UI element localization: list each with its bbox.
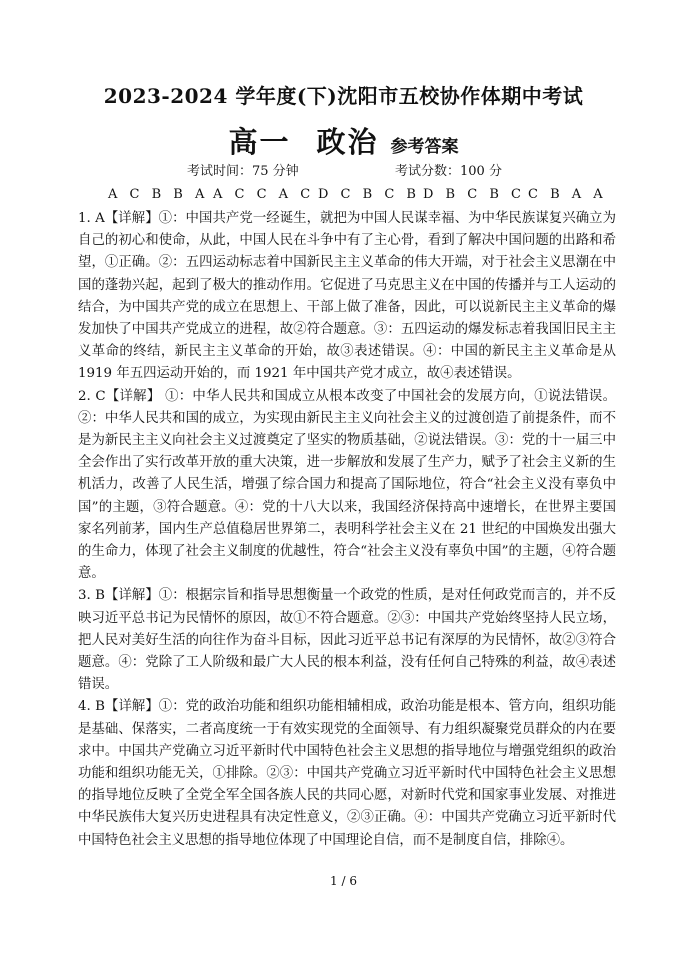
grade-label: 高一 (228, 125, 291, 159)
subject-label: 政治 (316, 125, 379, 159)
exam-time: 考试时间：75 分钟 (187, 164, 299, 179)
exam-title: 2023-2024 学年度(下)沈阳市五校协作体期中考试 (103, 84, 584, 108)
answer-group-3: D C B C B (318, 187, 420, 202)
explanation-item-1: 1. A【详解】①：中国共产党一经诞生，就把为中国人民谋幸福、为中华民族谋复兴确立为自己的初心和使命，从此，中国人民在斗争中有了主心骨，看到了解决中国问题的出路和希望，①正确。②：五四运动标志着中国新民主主义革命的伟大开端，对于社会主义思潮在中国的蓬勃兴起，起到了极大的推动作用。它促进了马克思主义在中国的传播并与工人运动的结合，为中国共产党的成立在思想上、干部上做了准备，因此，可以说新民主主义革命的爆发加快了中国共产党成立的进程，故②符合题意。③：五四运动的爆发标志着我国旧民主主义革命的终结，新民主主义革命的开始，故③表述错误。④：中国的新民主主义革命是从 1919 年五四运动开始的，而 1921 年中国共产党才成立，故④表述错误。 (78, 211, 616, 382)
subject-heading (0, 120, 687, 161)
answer-group-2: A C C A C (213, 187, 315, 202)
answer-group-4: D B C B C (423, 187, 525, 202)
page-number: 1 / 6 (330, 874, 357, 888)
answer-group-5: C B A A (528, 187, 607, 202)
answer-key-tag: 参考答案 (390, 137, 459, 157)
explanation-item-3: 3. B【详解】①：根据宗旨和指导思想衡量一个政党的性质，是对任何政党而言的，并不反映习近平总书记为民情怀的原因，故①不符合题意。②③：中国共产党始终坚持人民立场，把人民对美好生活的向往作为奋斗目标，因此习近平总书记有深厚的为民情怀，故②③符合题意。④：党除了工人阶级和最广大人民的根本利益，没有任何自己特殊的利益，故④表述错误。 (78, 588, 616, 693)
explanation-item-4: 4. B【详解】①：党的政治功能和组织功能相辅相成，政治功能是根本、管方向，组织功能是基础、保落实，二者高度统一于有效实现党的全面领导、有力组织凝聚党员群众的内在要求中。中国共产党确立习近平新时代中国特色社会主义思想的指导地位与增强党组织的政治功能和组织功能无关，①排除。②③：中国共产党确立习近平新时代中国特色社会主义思想的指导地位反映了全党全军全国各族人民的共同心愿，对新时代党和国家事业发展、对推进中华民族伟大复兴历史进程具有决定性意义，②③正确。④：中国共产党确立习近平新时代中国特色社会主义思想的指导地位体现了中国理论自信，而不是制度自信，排除④。 (78, 699, 616, 848)
exam-score: 考试分数：100 分 (395, 164, 502, 179)
explanations (78, 208, 616, 852)
explanation-item-2: 2. C【详解】 ①：中华人民共和国成立从根本改变了中国社会的发展方向，①说法错误。②：中华人民共和国的成立，为实现由新民主主义向社会主义的过渡创造了前提条件，而不是为新民主主义向社会主义过渡奠定了坚实的物质基础，②说法错误。③：党的十一届三中全会作出了实行改革开放的重大决策，进一步解放和发展了生产力，赋予了社会主义新的生机活力，改善了人民生活，增强了综合国力和提高了国际地位，符合“社会主义没有辜负中国”的主题，③符合题意。④：党的十八大以来，我国经济保持高中速增长，在世界主要国家名列前茅，国内生产总值稳居世界第二，表明科学社会主义在 21 世纪的中国焕发出强大的生命力，体现了社会主义制度的优越性，符合“社会主义没有辜负中国”的主题，④符合题意。 (78, 388, 616, 582)
answer-group-1: A C B B A (108, 187, 209, 202)
